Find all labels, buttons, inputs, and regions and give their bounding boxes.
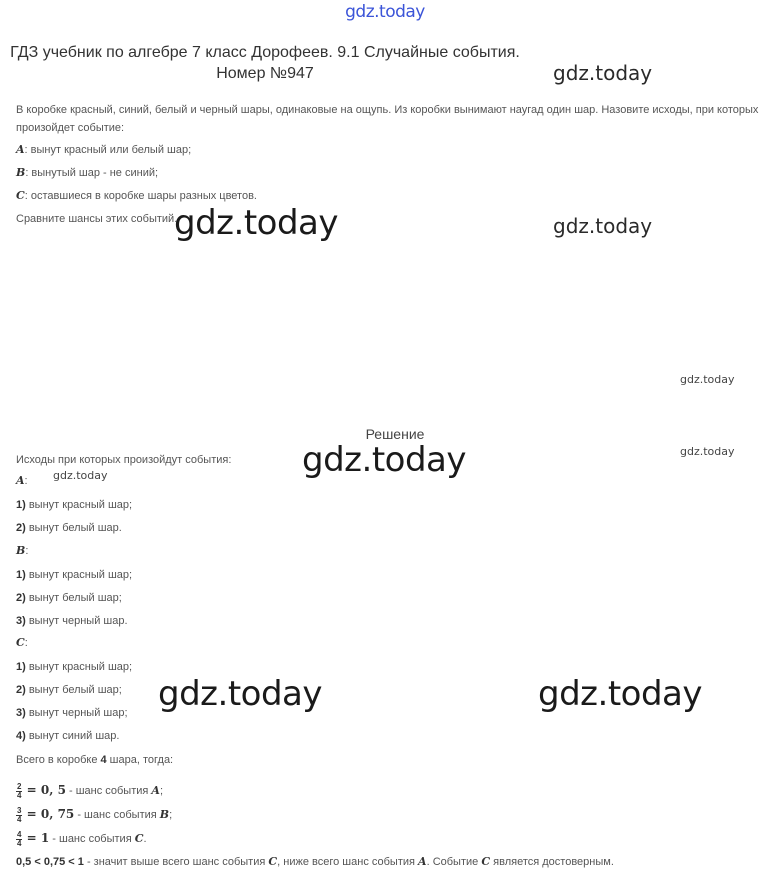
event-var: C [16,189,25,202]
list-item [16,567,132,583]
item-number: 2) [16,684,26,696]
item-text: вынут красный шар; [25,569,133,581]
numerator: 4 [17,829,22,839]
group-b-label [16,543,28,559]
chance-var: C [134,832,144,845]
conclusion-text: , ниже всего шанс события [277,856,419,868]
item-number: 2) [16,592,26,604]
event-a-line [16,142,191,158]
item-text: вынут синий шар. [25,730,120,742]
item-text: вынут красный шар; [25,661,133,673]
solution-intro: Исходы при которых произойдут события: [16,454,232,466]
group-var: C [16,636,25,649]
conclusion-var: A [418,855,427,868]
conclusion-line [16,854,614,870]
item-text: вынут черный шар; [25,707,128,719]
chance-end: ; [169,809,173,821]
compare-question: Сравните шансы этих событий. [16,213,178,225]
problem-text: В коробке красный, синий, белый и черный шары, одинаковые на ощупь. Из коробки вынимают наугад один шар. Назовите исходы, при которых произойдет событие: [16,104,759,134]
item-number: 2) [16,522,26,534]
item-text: вынут красный шар; [25,499,133,511]
watermark: gdz.today [680,373,735,386]
numerator: 2 [17,781,22,791]
watermark: gdz.today [538,674,702,714]
watermark: gdz.today [174,203,338,243]
item-number: 3) [16,707,26,719]
list-item [16,497,132,513]
list-item [16,705,128,721]
denominator: 4 [17,814,22,824]
site-logo[interactable]: gdz.today [345,2,425,22]
group-colon: : [25,545,29,557]
item-number: 1) [16,569,26,581]
conclusion-text: - значит выше всего шанс события [83,856,269,868]
event-text: : оставшиеся в коробке шары разных цветов. [24,190,257,202]
chance-text: - шанс события [65,785,152,797]
event-text: : вынут красный или белый шар; [24,144,192,156]
watermark: gdz.today [680,445,735,458]
event-var: A [16,143,25,156]
chance-line-c [16,830,147,848]
list-item [16,728,119,744]
denominator: 4 [17,790,22,800]
list-item [16,590,122,606]
chance-line-b [16,806,172,824]
conclusion-var: C [481,855,491,868]
item-number: 4) [16,730,26,742]
watermark: gdz.today [553,214,653,238]
watermark: gdz.today [53,469,108,482]
denominator: 4 [17,838,22,848]
total-line [16,752,173,768]
solution-heading: Решение [365,426,425,442]
chance-text: - шанс события [49,833,135,845]
chance-value: = 0, 5 [22,783,66,797]
item-number: 1) [16,661,26,673]
total-pre: Всего в коробке [16,754,101,766]
list-item [16,682,122,698]
group-var: A [16,474,25,487]
conclusion-text: . Событие [426,856,482,868]
chance-text: - шанс события [74,809,160,821]
group-colon: : [24,475,28,487]
total-number: 4 [100,754,107,766]
event-c-line [16,188,257,204]
group-a-label [16,473,28,489]
event-b-line [16,165,158,181]
list-item [16,520,122,536]
watermark: gdz.today [158,674,322,714]
item-number: 1) [16,499,26,511]
chance-end: ; [159,785,164,797]
group-c-label [16,635,28,651]
group-colon: : [24,637,28,649]
list-item [16,659,132,675]
list-item [16,613,128,629]
chance-value: = 1 [22,831,50,845]
conclusion-var: C [268,855,278,868]
item-text: вынут белый шар; [25,592,122,604]
event-var: B [16,166,26,179]
item-text: вынут белый шар. [25,522,122,534]
chance-line-a [16,782,163,800]
total-post: шара, тогда: [106,754,174,766]
event-text: : вынутый шар - не синий; [25,167,159,179]
numerator: 3 [17,805,22,815]
item-text: вынут черный шар. [25,615,128,627]
watermark: gdz.today [553,61,653,85]
watermark: gdz.today [302,440,466,480]
item-number: 3) [16,615,26,627]
chance-var: B [159,808,170,821]
chance-value: = 0, 75 [22,807,75,821]
item-text: вынут белый шар; [25,684,122,696]
group-var: B [16,544,26,557]
conclusion-text: является достоверным. [490,856,614,868]
chance-var: A [151,784,160,797]
page-title: ГДЗ учебник по алгебре 7 класс Дорофеев. 9.1 Случайные события. Номер №947 [10,44,520,82]
chance-end: . [143,833,147,845]
inequality: 0,5 < 0,75 < 1 [16,856,84,868]
